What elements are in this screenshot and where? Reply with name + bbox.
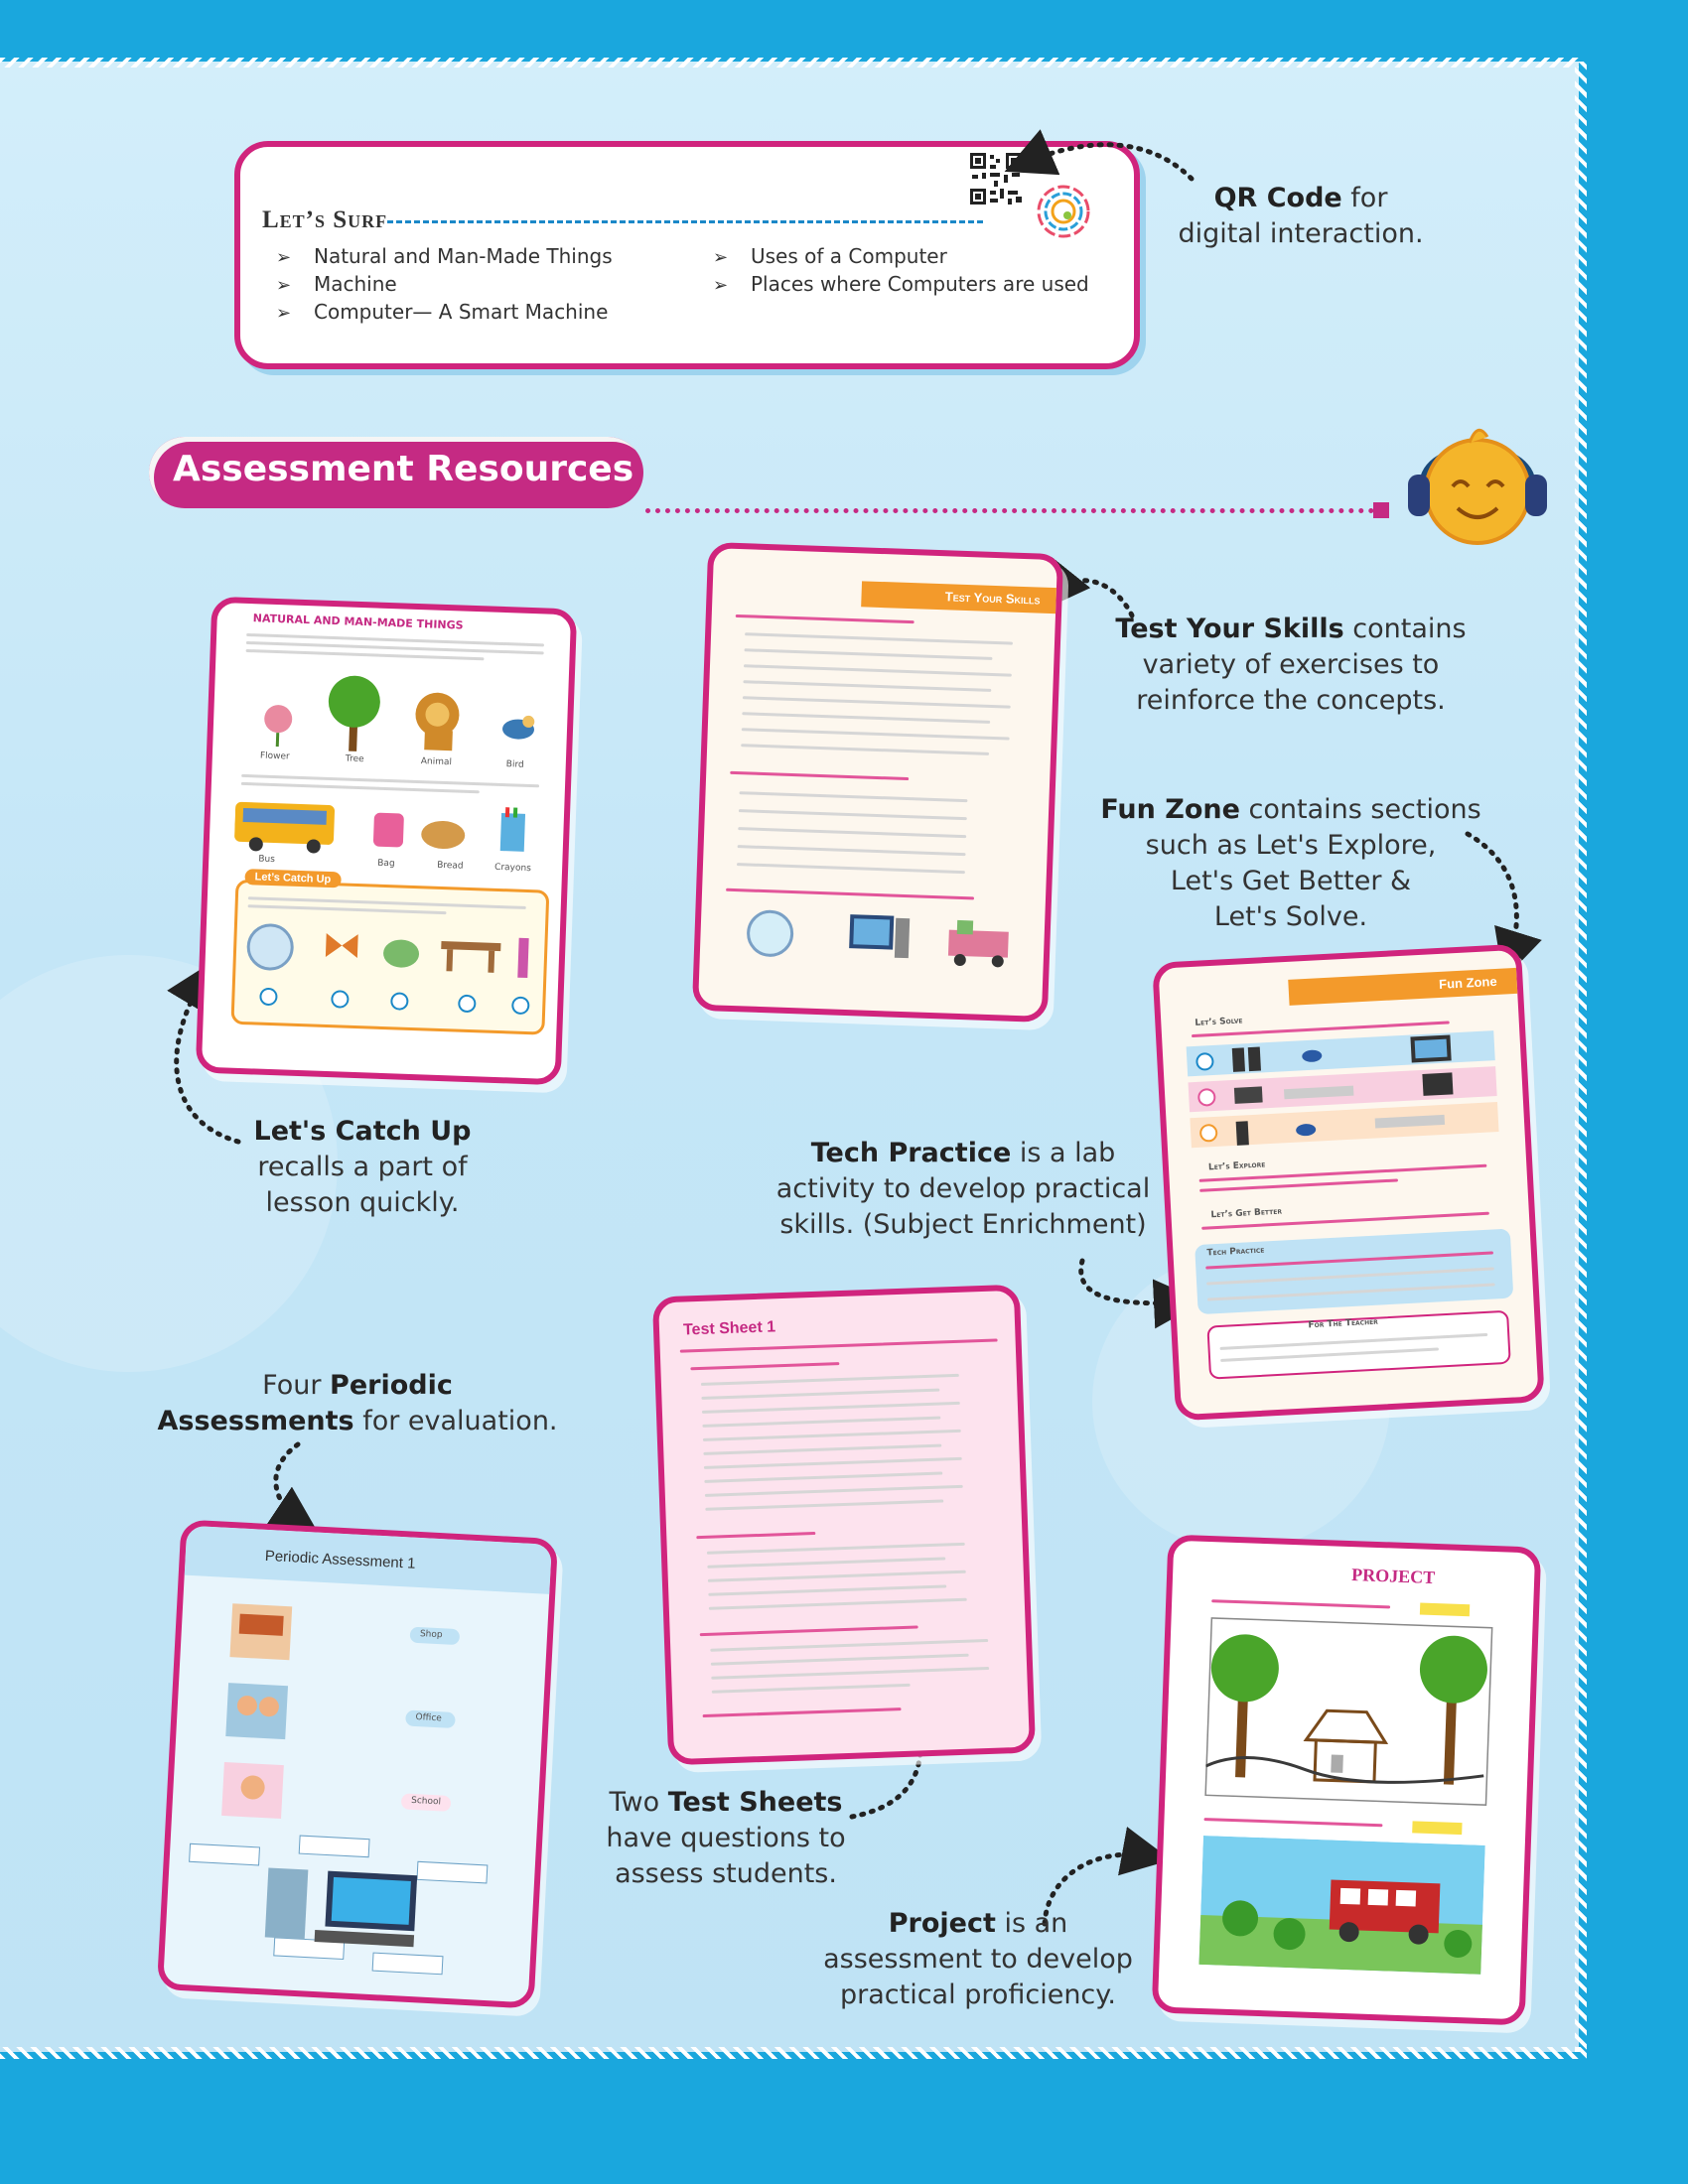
catch-up-callout: Let's Catch Up recalls a part of lesson quickly. (253, 1116, 472, 1218)
project-drawing-tree-house (1204, 1617, 1492, 1806)
list-item: ➢ Places where Computers are used (713, 272, 1089, 296)
project-callout: Project is an assessment to develop practical proficiency. (823, 1908, 1133, 2010)
card-title: NATURAL AND MAN-MADE THINGS (252, 612, 464, 632)
card-title: Test Sheet 1 (682, 1318, 776, 1339)
computer-parts-pictures (1193, 1028, 1495, 1154)
man-made-pictures (233, 794, 543, 865)
machine-pictures (729, 902, 1019, 982)
heading-dotted-line (645, 508, 1374, 513)
project-card (1152, 1535, 1542, 2026)
catch-up-section: Let’s Catch Up (230, 880, 549, 1035)
catch-up-pictures (240, 914, 541, 1024)
lets-surf-title: Let’s Surf (262, 206, 388, 233)
list-item: ➢ Uses of a Computer (713, 244, 947, 268)
test-your-skills-callout: Test Your Skills contains variety of exercises to reinforce the concepts. (1115, 614, 1467, 716)
periodic-assessment-card: Periodic Assessment 1 Shop Office School (157, 1519, 558, 2008)
card-title: Fun Zone (1288, 967, 1527, 1006)
project-drawing-bus (1198, 1836, 1484, 1975)
tech-practice-section: Tech Practice (1195, 1229, 1513, 1315)
computer-diagram (174, 1824, 518, 1990)
list-item: ➢ Computer— A Smart Machine (276, 300, 609, 324)
periodic-assessments-callout: Four Periodic Assessments for evaluation. (157, 1370, 558, 1436)
catch-up-page-card: NATURAL AND MAN-MADE THINGS Flower Tree Animal Bird Bus Bag Bread Crayons Let’s Catch Up (196, 597, 578, 1086)
list-item: ➢ Natural and Man-Made Things (276, 244, 613, 268)
match-following-pictures (201, 1592, 510, 1845)
tech-practice-callout: Tech Practice is a lab activity to develop practical skills. (Subject Enrichment) (775, 1138, 1151, 1240)
card-title: Periodic Assessment 1 (264, 1547, 416, 1572)
fun-zone-card: Fun Zone Let’s Solve Let’s Explore Let’s Get Better Tech Practice For The Teacher (1152, 944, 1545, 1422)
list-item: ➢ Machine (276, 272, 397, 296)
headphone-mascot-icon (1398, 417, 1557, 546)
test-your-skills-card (692, 542, 1063, 1023)
heading-line-end (1373, 502, 1389, 518)
test-sheets-callout: Two Test Sheets have questions to assess students. (606, 1787, 846, 1889)
qr-code-callout: QR Code for digital interaction. (1178, 183, 1424, 249)
for-the-teacher-box: For The Teacher (1206, 1310, 1510, 1380)
card-title: PROJECT (1350, 1565, 1436, 1587)
assessment-resources-heading: Assessment Resources (149, 437, 643, 508)
test-sheet-card (652, 1285, 1036, 1766)
nature-pictures (237, 658, 548, 763)
fun-zone-callout: Fun Zone contains sections such as Let's Explore, Let's Get Better & Let's Solve. (1100, 794, 1481, 932)
card-title: Test Your Skills (861, 581, 1060, 614)
